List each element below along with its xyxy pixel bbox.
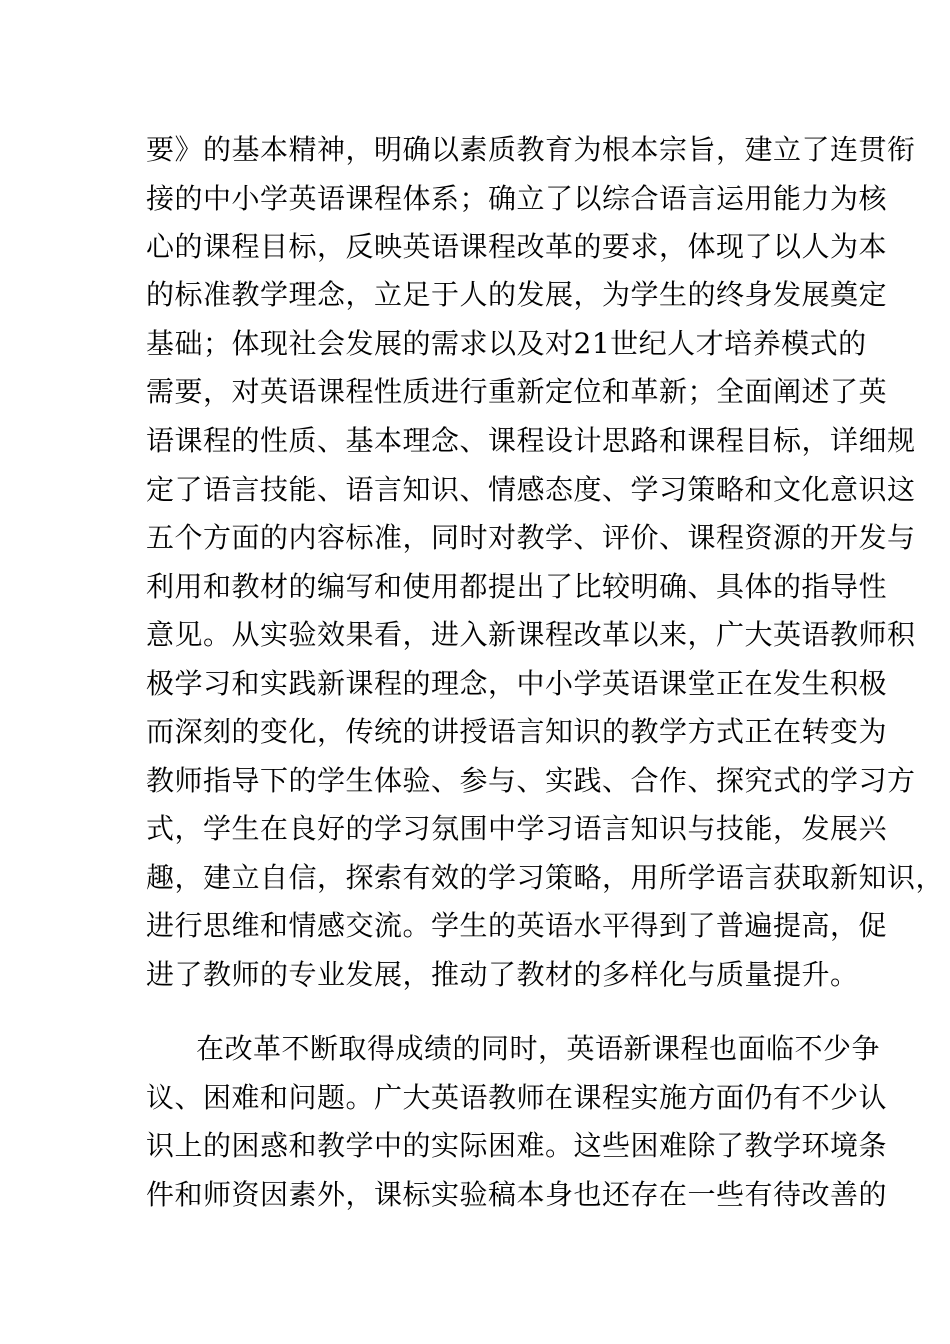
text-line: 极学习和实践新课程的理念，中小学英语课堂正在发生积极 (146, 667, 888, 700)
text-line: 件和师资因素外，课标实验稿本身也还存在一些有待改善的 (146, 1178, 888, 1211)
text-line: 基础；体现社会发展的需求以及对21世纪人才培养模式的 (146, 327, 867, 360)
text-line: 的标准教学理念，立足于人的发展，为学生的终身发展奠定 (146, 278, 888, 311)
text-line: 要》的基本精神，明确以素质教育为根本宗旨，建立了连贯衔 (146, 133, 916, 166)
text-line: 进了教师的专业发展，推动了教材的多样化与质量提升。 (146, 958, 859, 991)
text-line: 识上的困惑和教学中的实际困难。这些困难除了教学环境条 (146, 1129, 888, 1162)
text-line: 心的课程目标，反映英语课程改革的要求，体现了以人为本 (146, 230, 888, 263)
text-line: 教师指导下的学生体验、参与、实践、合作、探究式的学习方 (146, 764, 916, 797)
text-line: 议、困难和问题。广大英语教师在课程实施方面仍有不少认 (146, 1081, 888, 1114)
text-line: 定了语言技能、语言知识、情感态度、学习策略和文化意识这 (146, 473, 916, 506)
text-line: 趣，建立自信，探索有效的学习策略，用所学语言获取新知识， (146, 861, 945, 894)
text-line: 意见。从实验效果看，进入新课程改革以来，广大英语教师积 (146, 618, 916, 651)
text-line: 接的中小学英语课程体系；确立了以综合语言运用能力为核 (146, 182, 888, 215)
text-line: 五个方面的内容标准，同时对教学、评价、课程资源的开发与 (146, 521, 916, 554)
text-line: 利用和教材的编写和使用都提出了比较明确、具体的指导性 (146, 570, 888, 603)
text-line: 语课程的性质、基本理念、课程设计思路和课程目标，详细规 (146, 424, 916, 457)
text-line: 需要，对英语课程性质进行重新定位和革新；全面阐述了英 (146, 375, 888, 408)
text-line: 而深刻的变化，传统的讲授语言知识的教学方式正在转变为 (146, 715, 888, 748)
paragraph-first-line: 在改革不断取得成绩的同时，英语新课程也面临不少争 (196, 1032, 881, 1065)
text-line: 进行思维和情感交流。学生的英语水平得到了普遍提高，促 (146, 909, 888, 942)
text-line: 式，学生在良好的学习氛围中学习语言知识与技能，发展兴 (146, 812, 888, 845)
